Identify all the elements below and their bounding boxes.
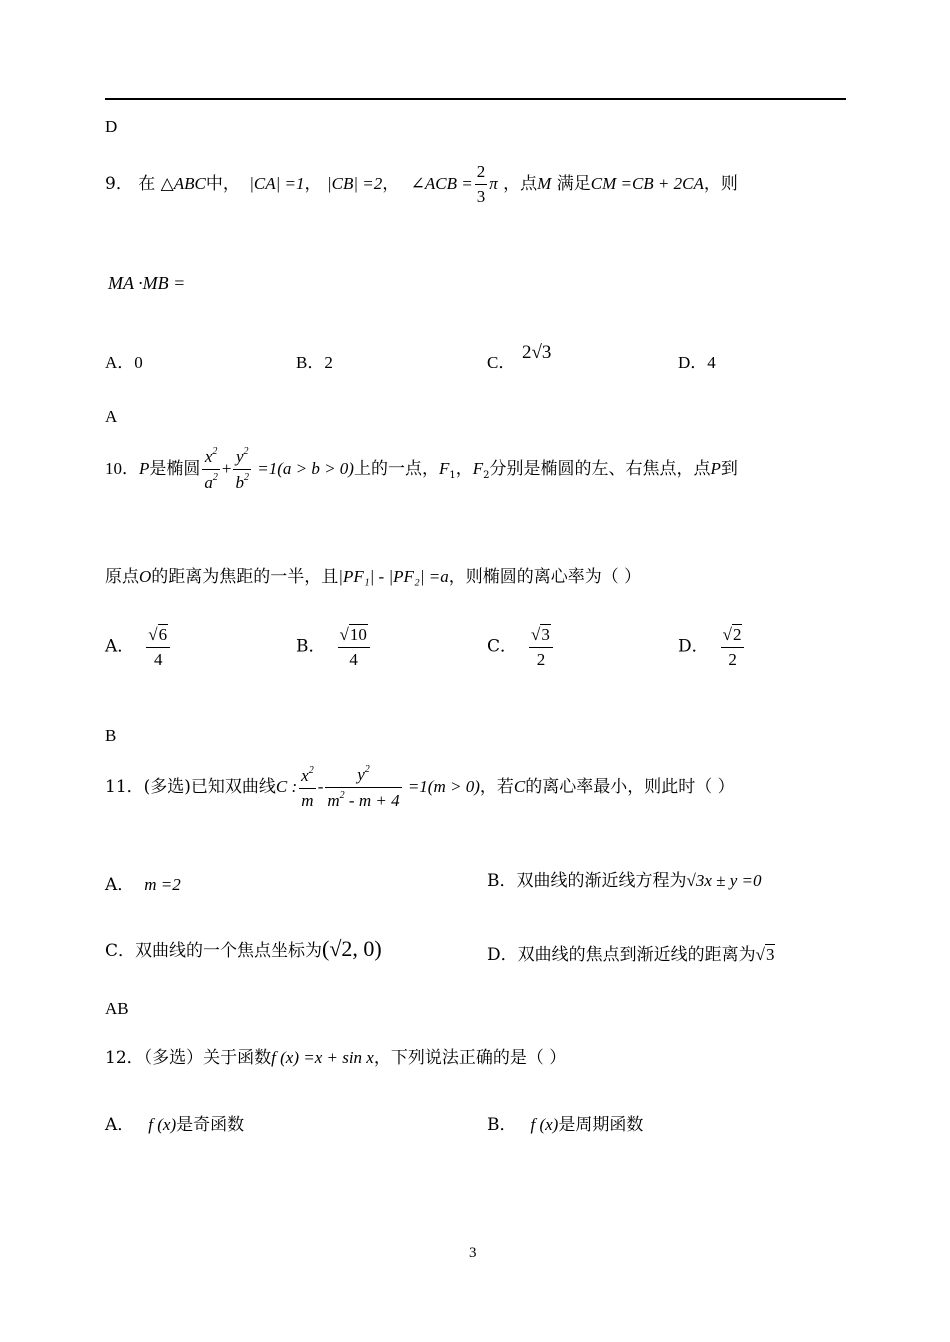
q11-option-d: D．双曲线的焦点到渐近线的距离为√3 [487, 945, 775, 965]
question-9-line1: 9． 在 △ABC中， |CA| =1， |CB| =2， ∠ACB = $\frac{2}{3}$ π ，点M 满足CM =CB + 2CA，则 [105, 162, 738, 206]
q9-option-c-value: 2√3 [522, 342, 552, 363]
q12-option-b: B． f (x)是周期函数 [487, 1115, 644, 1135]
q9-option-a: A．0 [105, 353, 143, 372]
question-10-line1: 10．P是椭圆 $\frac{x^2}{a^2}$ + $\frac{y^2}{b^2}$ =1(a > b > 0)上的一点，$F_1$，$F_2$分别是椭圆的左、右焦点，点P到 [105, 446, 738, 492]
q11-option-a: A． m =2 [105, 875, 181, 895]
answer-q8: D [105, 117, 118, 136]
page-number: 3 [469, 1245, 477, 1261]
question-9-number: 9． [105, 174, 133, 194]
q11-option-c: C．双曲线的一个焦点坐标为(√2, 0) [105, 936, 382, 961]
question-10-line2: 原点O的距离为焦距的一半，且|PF₁| - |PF₂| =a，则椭圆的离心率为（ ） [105, 567, 642, 587]
pf-difference: |PF₁| - |PF₂| =a [338, 567, 449, 586]
fraction-x2-a2: $\frac{x^2}{a^2}$ [204, 446, 218, 492]
fraction-y2-b2: $\frac{y^2}{b^2}$ [235, 446, 249, 492]
triangle-symbol: △ [160, 174, 174, 194]
answer-q11: AB [105, 999, 129, 1018]
q10-option-d: D． $\frac{√2}{2}$ [678, 624, 746, 670]
function-expression: f (x) =x + sin x [271, 1048, 374, 1067]
question-11-number: 11．(多选)已知双曲线 [105, 777, 276, 797]
answer-q10: B [105, 726, 117, 745]
question-12-line1: 12．（多选）关于函数f (x) =x + sin x，下列说法正确的是（ ） [105, 1048, 567, 1068]
q10-option-a: A． $\frac{√6}{4}$ [105, 624, 172, 670]
q12-option-a: A． f (x)是奇函数 [105, 1115, 245, 1135]
q9-option-b: B．2 [296, 353, 333, 372]
question-12-number: 12．（多选）关于函数 [105, 1048, 272, 1068]
q9-option-c-label: C． [487, 353, 516, 372]
angle-acb: ∠ACB = [410, 174, 473, 193]
q10-option-b: B． $\frac{√10}{4}$ [296, 624, 372, 670]
q9-option-d: D．4 [678, 353, 716, 372]
question-11-line1: 11．(多选)已知双曲线C : $\frac{x^2}{m}$ - $\frac{y^2}{m^2 - m + 4}$ =1(m > 0)，若C的离心率最小，则此时（ ） [105, 764, 735, 810]
q10-option-c: C． $\frac{√3}{2}$ [487, 624, 555, 670]
question-10-number: 10． [105, 459, 139, 478]
fraction-2-3: $\frac{2}{3}$ [476, 162, 486, 206]
cb-modulus: |CB| =2 [326, 174, 383, 193]
header-rule [105, 98, 846, 100]
question-9-line2: MA ·MB = [108, 273, 186, 293]
fraction-y2-den: $\frac{y^2}{m^2 - m + 4}$ [327, 764, 400, 810]
q11-option-b: B．双曲线的渐近线方程为√3x ± y =0 [487, 871, 762, 891]
fraction-x2-m: $\frac{x^2}{m}$ [301, 764, 314, 810]
answer-q9: A [105, 407, 118, 426]
ca-modulus: |CA| =1 [249, 174, 305, 193]
